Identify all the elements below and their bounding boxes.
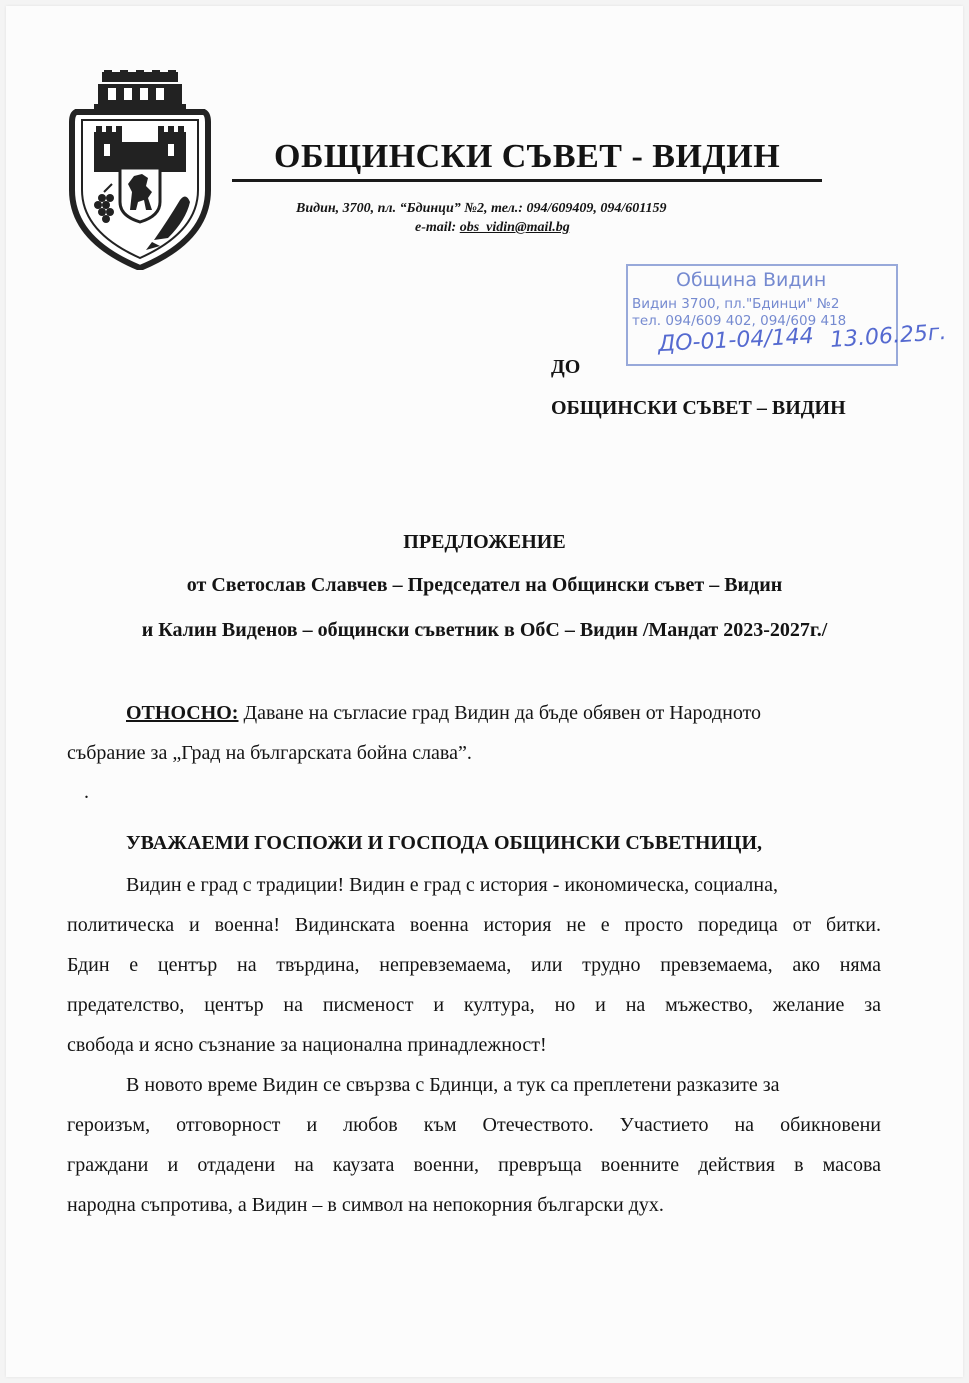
stamp-registration-number: ДО-01-04/144 (657, 323, 815, 358)
subject-label: ОТНОСНО: (126, 702, 239, 724)
document-page (6, 6, 963, 1377)
header-divider (232, 179, 822, 182)
subject-text-2: събрание за „Град на българската бойна слава”. (67, 742, 472, 764)
paragraph-line: героизъм, отговорност и любов към Отечеството. Участието на обикновени (67, 1114, 881, 1136)
salutation: УВАЖАЕМИ ГОСПОЖИ И ГОСПОДА ОБЩИНСКИ СЪВЕТНИЦИ, (126, 832, 763, 854)
proposer-line-1: от Светослав Славчев – Председател на Общински съвет – Видин (186, 574, 783, 596)
registration-stamp (626, 264, 948, 366)
vidin-coat-of-arms-icon (68, 70, 212, 270)
paragraph-line: Бдин е център на твърдина, непревземаема, или трудно превземаема, ако няма (67, 954, 881, 976)
subject-text-1: Даване на съгласие град Видин да бъде обявен от Народното (238, 702, 762, 724)
org-title: ОБЩИНСКИ СЪВЕТ - ВИДИН (274, 138, 781, 175)
stray-mark: . (84, 781, 89, 803)
email-link[interactable]: obs_vidin@mail.bg (459, 220, 570, 235)
contact-line: Видин, 3700, пл. “Бдинци” №2, тел.: 094/609409, 094/601159 (296, 201, 667, 216)
stamp-date: 13.06.25г. (829, 319, 948, 354)
recipient-to: ДО (551, 356, 581, 378)
paragraph-line: граждани и отдадени на каузата военни, превръща военните действия в масова (67, 1154, 881, 1176)
subject-line (126, 702, 761, 725)
proposal-title: ПРЕДЛОЖЕНИЕ (403, 531, 566, 553)
stamp-phones: тел. 094/609 402, 094/609 418 (632, 313, 847, 329)
email-label: e-mail: (415, 220, 460, 235)
stamp-title: Община Видин (676, 269, 827, 291)
recipient-org: ОБЩИНСКИ СЪВЕТ – ВИДИН (551, 397, 846, 419)
paragraph-line: Видин е град с традиции! Видин е град с история - икономическа, социална, (126, 874, 778, 896)
paragraph-line: политическа и военна! Видинската военна история не е просто поредица от битки. (67, 914, 881, 936)
stamp-address: Видин 3700, пл."Бдинци" №2 (632, 296, 840, 312)
email-line (415, 220, 715, 236)
proposer-line-2: и Калин Виденов – общински съветник в ОбС – Видин /Мандат 2023-2027г./ (141, 619, 828, 641)
paragraph-line: свобода и ясно съзнание за национална принадлежност! (67, 1034, 547, 1056)
paragraph-line: В новото време Видин се свързва с Бдинци, а тук са преплетени разказите за (126, 1074, 780, 1096)
paragraph-line: народна съпротива, а Видин – в символ на непокорния български дух. (67, 1194, 664, 1216)
paragraph-line: предателство, център на писменост и култура, но и на мъжество, желание за (67, 994, 881, 1016)
